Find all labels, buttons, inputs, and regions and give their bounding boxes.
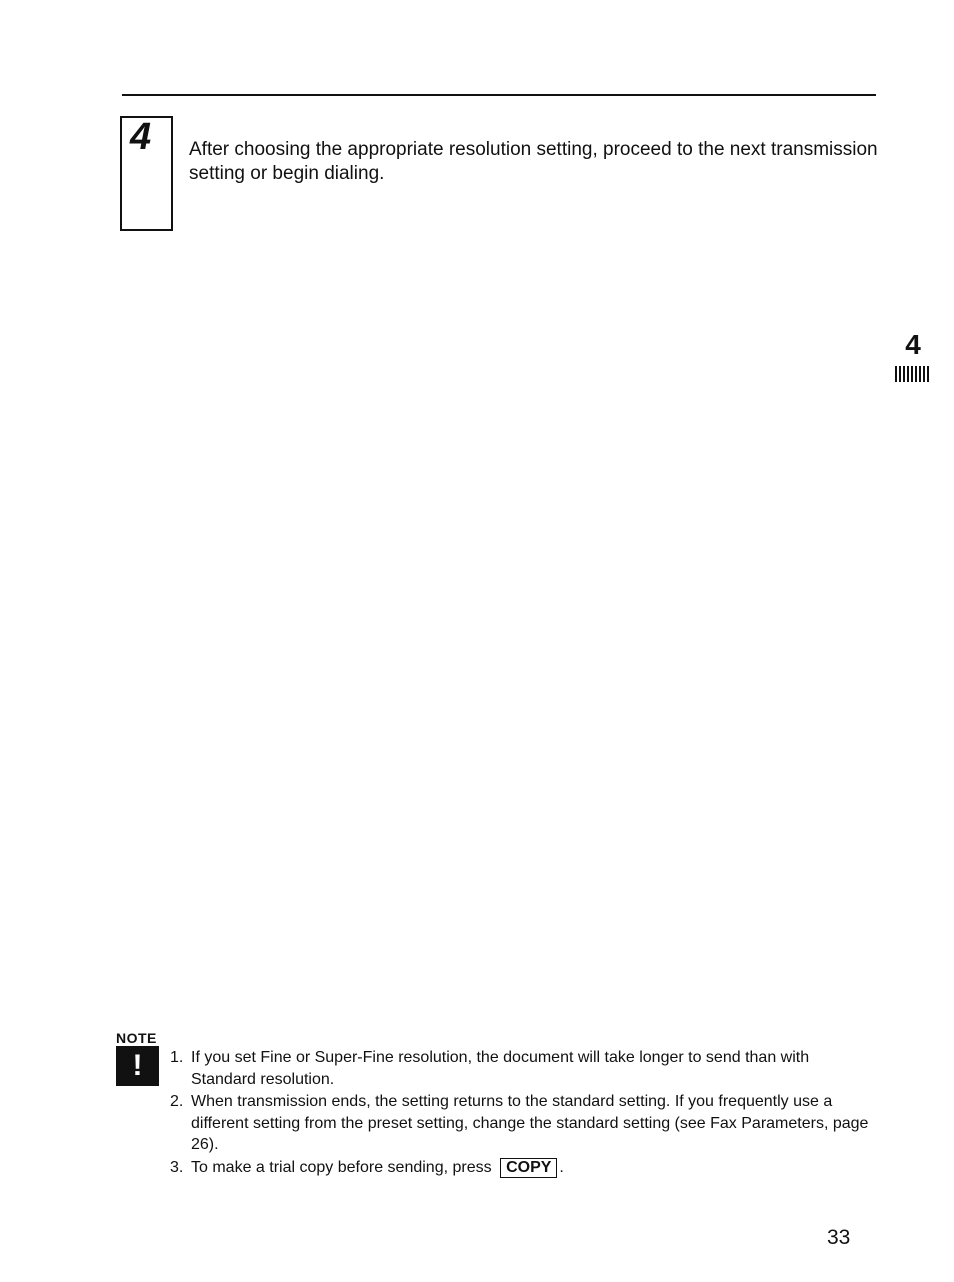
- copy-key-label: COPY: [500, 1158, 557, 1178]
- chapter-tab: [893, 330, 933, 382]
- list-item-number: 3.: [170, 1158, 184, 1176]
- chapter-number: 4: [905, 329, 921, 360]
- list-item-text-before: To make a trial copy before sending, press: [191, 1158, 492, 1176]
- note-label: NOTE: [116, 1030, 157, 1046]
- list-item-text: If you set Fine or Super-Fine resolution, the document will take longer to send than with Standard resolution.: [191, 1049, 810, 1088]
- step-number-box: [120, 116, 173, 231]
- list-item-number: 1.: [170, 1049, 184, 1066]
- exclamation-icon: !: [116, 1046, 159, 1086]
- step-instruction: After choosing the appropriate resolution setting, proceed to the next transmission setting or begin dialing.: [189, 139, 878, 184]
- chapter-marker-bar: [895, 366, 931, 382]
- step-number: 4: [130, 116, 152, 158]
- note-list: [170, 1047, 875, 1179]
- list-item-text: [191, 1157, 875, 1179]
- list-item: [170, 1157, 875, 1179]
- list-item-text: When transmission ends, the setting returns to the standard setting. If you frequently use a different setting from the preset setting, change the standard setting (see Fax Parameters, page 26).: [191, 1093, 869, 1153]
- list-item-text-after: .: [559, 1158, 564, 1176]
- list-item: [170, 1047, 875, 1090]
- list-item: [170, 1091, 875, 1156]
- page-number: 33: [827, 1226, 851, 1249]
- list-item-number: 2.: [170, 1093, 184, 1110]
- top-rule: [122, 94, 876, 96]
